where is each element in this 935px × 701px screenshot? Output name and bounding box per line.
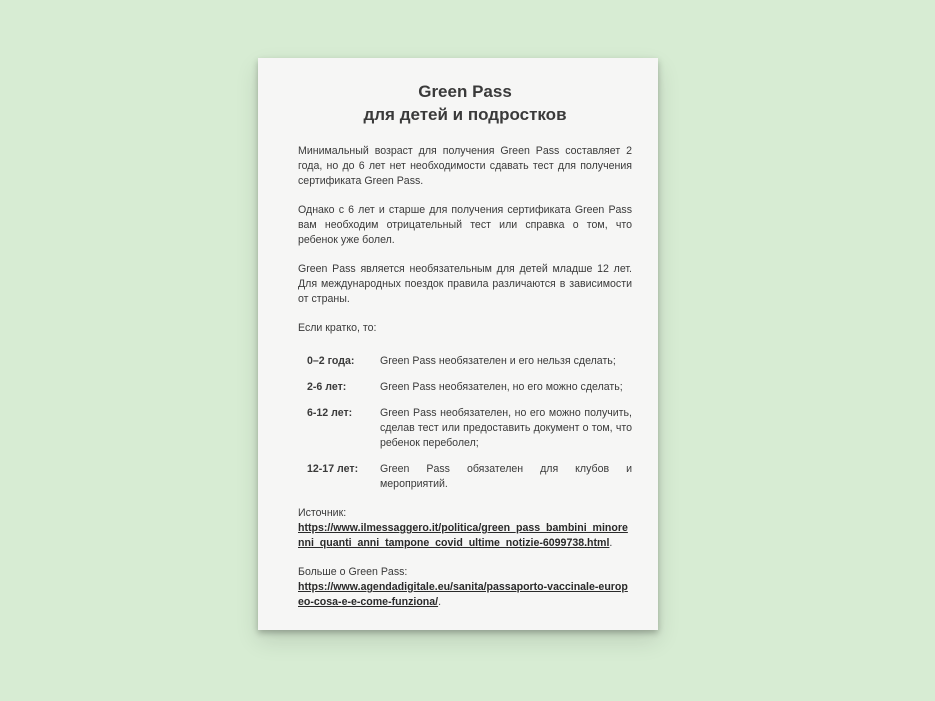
age-groups-list [298,354,632,492]
age-group-row [298,462,632,492]
more-info-block [298,565,632,610]
age-group-label: 12-17 лет: [307,463,359,475]
age-group-label: 6-12 лет: [307,407,353,419]
age-group-text: Green Pass необязателен, но его можно сделать; [380,381,623,393]
source-label: Источник: [298,507,347,519]
age-group-text: Green Pass необязателен, но его можно получить, сделав тест или предоставить документ о том, что ребенок переболел; [380,407,632,449]
age-group-row [298,380,632,395]
document-title [298,80,632,126]
source-link[interactable]: https://www.ilmessaggero.it/politica/green_pass_bambini_minorenni_quanti_anni_tampone_covid_ultime_notizie-6099738.html [298,522,628,549]
document-sheet [258,58,658,630]
more-info-link-suffix: . [438,596,442,608]
more-info-link-line [298,580,632,610]
title-line-1: Green Pass [418,82,512,101]
age-group-label: 2-6 лет: [307,381,347,393]
age-group-text: Green Pass обязателен для клубов и мероприятий. [380,463,632,490]
more-info-label: Больше о Green Pass: [298,566,408,578]
paragraph-test-requirement: Однако с 6 лет и старше для получения сертификата Green Pass вам необходим отрицательный тест или справка о том, что ребенок уже болел. [298,204,632,246]
source-link-suffix: . [609,537,613,549]
age-group-label: 0–2 года: [307,355,355,367]
age-group-row [298,354,632,369]
age-group-text: Green Pass необязателен и его нельзя сделать; [380,355,616,367]
age-group-row [298,406,632,451]
paragraph-international: Green Pass является необязательным для детей младше 12 лет. Для международных поездок правила различаются в зависимости от страны. [298,263,632,305]
more-info-link[interactable]: https://www.agendadigitale.eu/sanita/passaporto-vaccinale-europeo-cosa-e-e-come-funziona/ [298,581,628,608]
source-link-line [298,521,632,551]
source-block [298,506,632,551]
paragraph-min-age: Минимальный возраст для получения Green Pass составляет 2 года, но до 6 лет нет необходимости сдавать тест для получения сертификата Green Pass. [298,145,632,187]
summary-intro: Если кратко, то: [298,322,377,334]
title-line-2: для детей и подростков [363,105,567,124]
